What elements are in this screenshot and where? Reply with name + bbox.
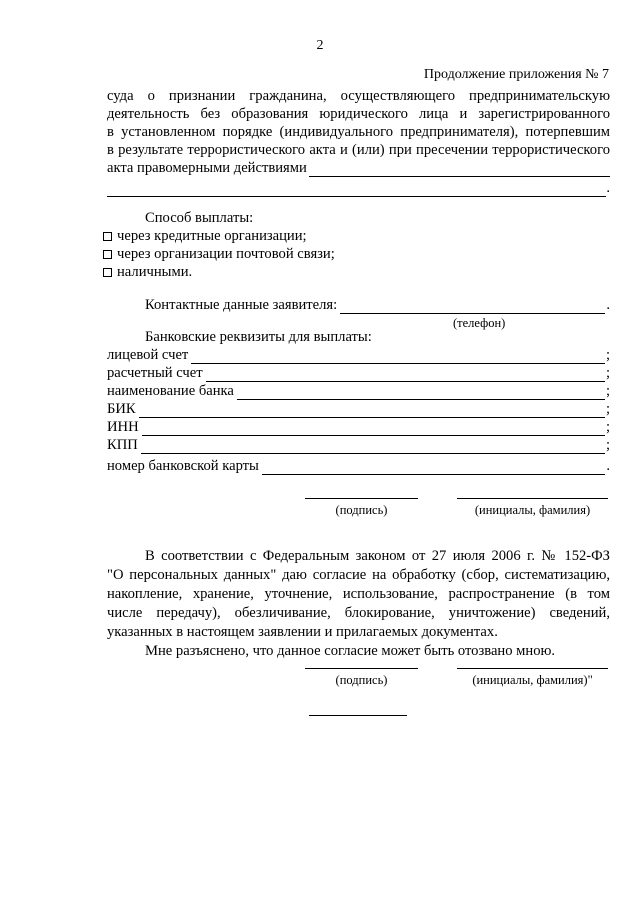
signature-line-2[interactable]: [305, 668, 418, 669]
contact-row: [107, 296, 610, 314]
bank-details-title: Банковские реквизиты для выплаты:: [145, 329, 372, 345]
name-caption-2: (инициалы, фамилия)": [472, 673, 593, 687]
court-decision-field[interactable]: [309, 163, 610, 177]
bank-field-bank-name: наименование банка ;: [107, 383, 610, 399]
bank-field-bik: БИК ;: [107, 401, 610, 417]
kpp-field[interactable]: [141, 440, 605, 454]
payment-option-post[interactable]: [101, 245, 610, 263]
signature-caption-2: (подпись): [335, 673, 388, 687]
payment-option-cash[interactable]: [101, 263, 610, 281]
bank-field-personal-account: лицевой счет ;: [107, 347, 610, 363]
contact-label: Контактные данные заявителя:: [145, 297, 338, 313]
checkbox-icon[interactable]: [103, 250, 112, 259]
inn-field[interactable]: [142, 422, 605, 436]
intro-continuation-line: [107, 177, 610, 197]
intro-line: суда о признании гражданина, осуществляющего предпринимательскую: [107, 88, 610, 104]
name-line-2[interactable]: [457, 668, 608, 669]
checkbox-icon[interactable]: [103, 268, 112, 277]
appendix-header: Продолжение приложения № 7: [423, 67, 609, 82]
consent-revoke-line: Мне разъяснено, что данное согласие может быть отозвано мною.: [145, 643, 556, 659]
payment-option-bank[interactable]: [101, 227, 610, 245]
personal-account-field[interactable]: [191, 350, 605, 364]
bank-field-inn: ИНН ;: [107, 419, 610, 435]
card-number-field[interactable]: [262, 461, 605, 475]
payment-method-section: [107, 209, 610, 281]
payment-option-label: наличными.: [117, 264, 193, 280]
consent-line: числе передачу), обезличивание, блокирование, уничтожение) сведений,: [107, 605, 610, 621]
payment-method-title: Способ выплаты:: [145, 210, 254, 226]
checkbox-icon[interactable]: [103, 232, 112, 241]
consent-line: накопление, хранение, уточнение, использование, распространение (в том: [107, 586, 610, 602]
intro-paragraph: [107, 87, 610, 197]
intro-last-line: [107, 159, 610, 177]
intro-line: в установленном порядке (индивидуального предпринимателя), потерпевшим: [107, 124, 610, 140]
payment-option-label: через кредитные организации;: [117, 228, 307, 244]
contact-phone-field[interactable]: [340, 300, 605, 314]
page-number: 2: [316, 38, 324, 53]
intro-line: в результате террористического акта и (или) при пресечении террористического: [107, 142, 610, 158]
intro-last-text: акта правомерными действиями: [107, 160, 307, 176]
court-decision-field-cont[interactable]: [107, 183, 606, 197]
bik-field[interactable]: [139, 404, 605, 418]
end-divider: [309, 715, 407, 716]
consent-line: В соответствии с Федеральным законом от 27 июля 2006 г. № 152-ФЗ: [145, 548, 610, 564]
bank-name-field[interactable]: [237, 386, 605, 400]
phone-caption: (телефон): [453, 316, 506, 330]
bank-field-kpp: КПП ;: [107, 437, 610, 453]
bank-field-settlement-account: расчетный счет ;: [107, 365, 610, 381]
settlement-account-field[interactable]: [206, 368, 605, 382]
payment-option-label: через организации почтовой связи;: [117, 246, 335, 262]
signature-line[interactable]: [305, 498, 418, 499]
name-caption: (инициалы, фамилия): [474, 503, 591, 517]
intro-line: деятельность без образования юридического лица и зарегистрированного: [107, 106, 610, 122]
intro-end-punct: .: [606, 180, 610, 196]
consent-last-line: указанных в настоящем заявлении и прилагаемых документах.: [107, 624, 498, 640]
bank-details-section: [107, 328, 610, 475]
bank-field-card-number: номер банковской карты .: [107, 458, 610, 474]
signature-caption: (подпись): [335, 503, 388, 517]
consent-line: "О персональных данных" даю согласие на обработку (сбор, систематизацию,: [107, 567, 610, 583]
contact-section: [107, 296, 610, 329]
name-line[interactable]: [457, 498, 608, 499]
contact-end: .: [606, 297, 610, 313]
consent-paragraph: [107, 547, 610, 661]
